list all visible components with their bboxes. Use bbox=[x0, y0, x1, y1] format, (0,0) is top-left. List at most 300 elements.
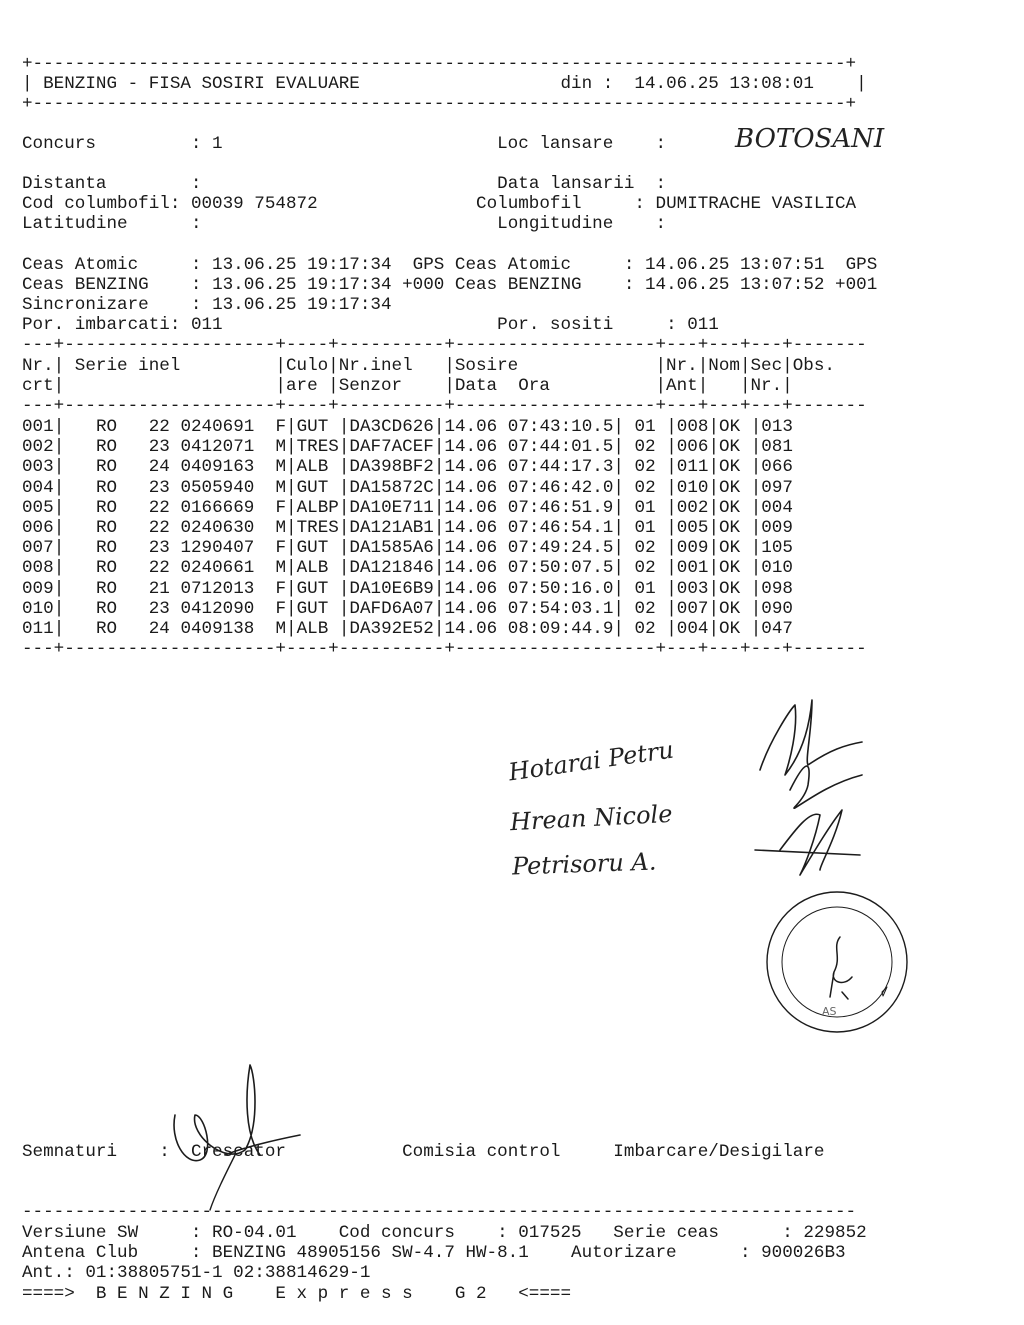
brand-line: ====> B E N Z I N G E x p r e s s G 2 <==== bbox=[22, 1284, 572, 1304]
table-divider: | bbox=[708, 437, 719, 458]
table-divider: | bbox=[613, 558, 624, 579]
info-row-cod: Cod columbofil: 00039 754872 Columbofil : DUMITRACHE VASILICA bbox=[22, 194, 857, 214]
table-separator-top: ---+--------------------+----+----------+-------------------+---+---+---+------- bbox=[22, 335, 867, 355]
table-row bbox=[22, 619, 793, 639]
table-divider: | bbox=[338, 497, 350, 518]
header-border-top: +-----------------------------------------------------------------------------+ bbox=[22, 54, 857, 74]
cell-nom: 008 bbox=[676, 417, 709, 437]
cod-concurs-label: Cod concurs bbox=[338, 1223, 455, 1243]
table-divider: | bbox=[433, 558, 445, 579]
table-divider: | bbox=[708, 578, 720, 599]
clock-row-sincronizare: Sincronizare : 13.06.25 19:17:34 bbox=[22, 295, 392, 315]
clock-row-porumbei: Por. imbarcati: 011 Por. sositi : 011 bbox=[22, 315, 719, 335]
cell-sec: OK bbox=[719, 437, 741, 458]
autorizare-label: Autorizare bbox=[571, 1243, 677, 1263]
table-divider: | bbox=[433, 477, 445, 498]
cell-data: 14.06 bbox=[444, 558, 498, 579]
table-divider: | bbox=[708, 558, 720, 579]
cell-sex: F bbox=[275, 538, 287, 559]
cell-tara: RO bbox=[95, 518, 118, 538]
table-row bbox=[22, 558, 793, 578]
table-divider: | bbox=[53, 457, 65, 478]
cell-nr: 002 bbox=[22, 437, 54, 458]
footer-row-ant bbox=[22, 1263, 370, 1283]
stamp-text: AS bbox=[822, 1005, 837, 1018]
cell-sex: F bbox=[275, 497, 287, 518]
cell-culoare: GUT bbox=[296, 477, 329, 498]
right-benzing-suffix: +001 bbox=[835, 275, 878, 295]
columbofil-label: Columbofil bbox=[476, 194, 582, 214]
table-row bbox=[22, 457, 793, 477]
cell-sex: M bbox=[275, 619, 287, 639]
cell-ora: 07:44:01.5 bbox=[507, 437, 614, 458]
table-divider: | bbox=[666, 417, 677, 437]
cell-sec: OK bbox=[719, 578, 741, 599]
table-divider: | bbox=[338, 538, 350, 559]
table-divider: | bbox=[53, 558, 65, 579]
right-ceas-atomic-label: Ceas Atomic bbox=[454, 255, 572, 275]
ant-label: Ant.: bbox=[22, 1263, 75, 1283]
cell-ant: 02 bbox=[634, 457, 656, 478]
report-date-label: din : bbox=[560, 74, 614, 94]
commission-signatures bbox=[750, 690, 870, 890]
table-divider: | bbox=[433, 619, 445, 639]
signatures-row bbox=[22, 1142, 824, 1162]
footer-separator: ------------------------------------------------------------------------------- bbox=[22, 1202, 857, 1222]
header-row: | BENZING - FISA SOSIRI EVALUARE din : 14.06.25 13:08:01 | bbox=[22, 74, 867, 94]
table-divider: | bbox=[433, 578, 445, 599]
longitudine-label: Longitudine bbox=[497, 214, 614, 234]
footer-row-versiune: Versiune SW : RO-04.01 Cod concurs : 017525 Serie ceas : 229852 bbox=[22, 1223, 867, 1243]
antena-value: BENZING 48905156 SW-4.7 HW-8.1 bbox=[212, 1243, 529, 1263]
cell-nom: 003 bbox=[676, 578, 709, 599]
loc-lansare-label: Loc lansare bbox=[497, 134, 614, 154]
imbarcare-label: Imbarcare/Desigilare bbox=[613, 1142, 825, 1162]
cell-sec: OK bbox=[719, 457, 741, 478]
cell-ora: 07:49:24.5 bbox=[507, 538, 614, 559]
cell-obs: 066 bbox=[761, 457, 793, 478]
cell-tara: RO bbox=[95, 457, 118, 478]
cell-inel: 1290407 bbox=[180, 538, 255, 559]
cod-concurs-value: 017525 bbox=[518, 1223, 582, 1243]
table-divider: | bbox=[750, 417, 762, 437]
table-divider: | bbox=[666, 598, 677, 619]
table-divider: | bbox=[666, 538, 677, 559]
cell-nom: 009 bbox=[676, 538, 709, 559]
table-divider: | bbox=[613, 437, 624, 458]
cell-culoare: TRES bbox=[296, 437, 339, 458]
cell-ora: 07:50:16.0 bbox=[507, 578, 614, 599]
table-header-line2: crt| |are |Senzor |Data Ora |Ant| |Nr.| bbox=[22, 376, 793, 396]
por-sositi-label: Por. sositi bbox=[497, 315, 614, 335]
table-divider: | bbox=[708, 497, 719, 518]
table-divider: | bbox=[708, 619, 720, 639]
cell-tara: RO bbox=[95, 477, 118, 498]
table-divider: | bbox=[708, 457, 720, 478]
cell-data: 14.06 bbox=[444, 619, 498, 639]
cell-data: 14.06 bbox=[444, 518, 498, 538]
right-atomic-suffix: GPS bbox=[845, 255, 878, 275]
cell-data: 14.06 bbox=[444, 578, 498, 599]
cell-ant: 02 bbox=[634, 558, 656, 579]
cell-senzor: DA15872C bbox=[349, 477, 434, 498]
table-header-line1: Nr.| Serie inel |Culo|Nr.inel |Sosire |Nr.|Nom|Sec|Obs. bbox=[22, 356, 835, 376]
table-divider: | bbox=[53, 477, 65, 498]
cell-obs: 097 bbox=[761, 477, 793, 498]
cell-ora: 07:46:51.9 bbox=[507, 497, 614, 518]
report-date-value: 14.06.25 13:08:01 bbox=[634, 74, 814, 94]
cell-ora: 07:54:03.1 bbox=[507, 598, 614, 619]
cell-inel: 0412090 bbox=[180, 598, 255, 619]
right-benzing-time: 14.06.25 13:07:52 bbox=[644, 275, 825, 295]
club-stamp bbox=[762, 897, 912, 1027]
table-divider: | bbox=[750, 497, 762, 518]
autorizare-value: 900026B3 bbox=[761, 1243, 846, 1263]
columbofil-value: DUMITRACHE VASILICA bbox=[655, 194, 857, 214]
commission-name-3: Petrisoru A. bbox=[511, 847, 657, 881]
table-divider: | bbox=[338, 598, 350, 619]
table-divider: | bbox=[666, 518, 677, 538]
table-divider: | bbox=[286, 437, 297, 458]
table-divider: | bbox=[53, 619, 65, 639]
cell-tara: RO bbox=[95, 578, 118, 599]
cell-culoare: GUT bbox=[296, 598, 329, 619]
cell-ora: 07:46:54.1 bbox=[507, 518, 614, 538]
table-divider: | bbox=[750, 477, 762, 498]
table-divider: | bbox=[613, 497, 624, 518]
cell-sex: M bbox=[275, 477, 287, 498]
footer-row-antena: Antena Club : BENZING 48905156 SW-4.7 HW-8.1 Autorizare : 900026B3 bbox=[22, 1243, 846, 1263]
cell-sex: M bbox=[275, 558, 287, 579]
cell-inel: 0409163 bbox=[180, 457, 255, 478]
cell-ant: 02 bbox=[634, 538, 656, 559]
cell-senzor: DA3CD626 bbox=[349, 417, 434, 437]
table-divider: | bbox=[666, 619, 677, 639]
cell-an: 23 bbox=[148, 598, 170, 619]
table-divider: | bbox=[666, 578, 677, 599]
table-divider: | bbox=[750, 598, 762, 619]
cell-inel: 0505940 bbox=[180, 477, 255, 498]
cell-culoare: GUT bbox=[296, 538, 329, 559]
cell-sex: F bbox=[275, 578, 287, 599]
table-divider: | bbox=[338, 518, 350, 538]
commission-name-1: Hotarai Petru bbox=[506, 735, 676, 787]
cell-tara: RO bbox=[95, 417, 118, 437]
table-divider: | bbox=[53, 598, 65, 619]
cell-data: 14.06 bbox=[444, 598, 498, 619]
cell-an: 22 bbox=[148, 558, 170, 579]
cell-an: 24 bbox=[148, 457, 170, 478]
cell-ant: 01 bbox=[634, 417, 656, 437]
cell-ant: 02 bbox=[634, 619, 656, 639]
table-row bbox=[22, 538, 793, 558]
latitudine-label: Latitudine bbox=[22, 214, 128, 234]
cell-sec: OK bbox=[719, 619, 741, 639]
table-divider: | bbox=[666, 558, 677, 579]
cell-nom: 004 bbox=[676, 619, 709, 639]
table-divider: | bbox=[53, 417, 65, 437]
por-sositi-value: 011 bbox=[687, 315, 719, 335]
sincronizare-label: Sincronizare bbox=[22, 295, 149, 315]
cell-obs: 013 bbox=[761, 417, 793, 437]
cell-inel: 0240661 bbox=[180, 558, 255, 579]
versiune-value: RO-04.01 bbox=[212, 1223, 297, 1243]
cell-nom: 010 bbox=[676, 477, 709, 498]
table-divider: | bbox=[53, 497, 65, 518]
table-row bbox=[22, 478, 793, 498]
cell-ant: 01 bbox=[634, 578, 656, 599]
cell-data: 14.06 bbox=[444, 417, 498, 437]
table-divider: | bbox=[750, 619, 762, 639]
cell-ora: 07:44:17.3 bbox=[507, 457, 614, 478]
por-imbarcati-label: Por. imbarcati bbox=[22, 315, 170, 335]
cell-sec: OK bbox=[719, 417, 741, 437]
crescator-label: : Crescator bbox=[159, 1142, 286, 1162]
table-divider: | bbox=[613, 518, 624, 538]
cell-nr: 011 bbox=[22, 619, 54, 639]
table-row bbox=[22, 599, 793, 619]
table-divider: | bbox=[433, 497, 445, 518]
cell-obs: 098 bbox=[761, 578, 793, 599]
cell-ant: 01 bbox=[634, 518, 656, 538]
cell-culoare: ALB bbox=[296, 457, 329, 478]
cell-nr: 006 bbox=[22, 518, 54, 538]
table-divider: | bbox=[613, 457, 624, 478]
table-divider: | bbox=[53, 538, 65, 559]
cell-nom: 006 bbox=[676, 437, 709, 458]
cell-senzor: DA398BF2 bbox=[349, 457, 434, 478]
cell-tara: RO bbox=[95, 497, 118, 518]
semnaturi-label: Semnaturi bbox=[22, 1142, 118, 1162]
table-divider: | bbox=[338, 457, 350, 478]
table-row bbox=[22, 498, 793, 518]
cell-an: 24 bbox=[148, 619, 170, 639]
table-divider: | bbox=[750, 558, 762, 579]
cell-ora: 07:43:10.5 bbox=[507, 417, 614, 437]
cell-sex: M bbox=[275, 518, 287, 538]
cell-culoare: ALBP bbox=[296, 497, 339, 518]
cell-culoare: ALB bbox=[296, 558, 329, 579]
ceas-benzing-label: Ceas BENZING bbox=[22, 275, 149, 295]
cell-tara: RO bbox=[95, 558, 118, 579]
left-atomic-suffix: GPS bbox=[412, 255, 445, 275]
cell-sex: F bbox=[275, 598, 287, 619]
cell-nr: 005 bbox=[22, 497, 54, 518]
cod-columbofil-value: 00039 754872 bbox=[190, 194, 318, 214]
clock-row-benzing: Ceas BENZING : 13.06.25 19:17:34 +000 Ceas BENZING : 14.06.25 13:07:52 +001 bbox=[22, 275, 878, 295]
table-divider: | bbox=[286, 558, 297, 579]
table-divider: | bbox=[666, 497, 677, 518]
table-divider: | bbox=[53, 437, 65, 458]
cell-nr: 001 bbox=[22, 417, 54, 437]
cell-culoare: ALB bbox=[296, 619, 329, 639]
cell-obs: 004 bbox=[761, 497, 793, 518]
table-divider: | bbox=[338, 619, 350, 639]
cell-inel: 0166669 bbox=[180, 497, 255, 518]
cell-culoare: TRES bbox=[296, 518, 339, 538]
table-divider: | bbox=[286, 497, 297, 518]
info-row-concurs: Concurs : 1 Loc lansare : bbox=[22, 134, 667, 154]
table-divider: | bbox=[708, 518, 719, 538]
data-lansarii-label: Data lansarii bbox=[497, 174, 635, 194]
cell-senzor: DA392E52 bbox=[349, 619, 434, 639]
table-divider: | bbox=[286, 457, 297, 478]
cell-nom: 001 bbox=[676, 558, 709, 579]
table-divider: | bbox=[666, 437, 677, 458]
cell-senzor: DAF7ACEF bbox=[349, 437, 434, 458]
cell-ora: 08:09:44.9 bbox=[507, 619, 614, 639]
cell-tara: RO bbox=[95, 538, 118, 559]
cell-sec: OK bbox=[719, 598, 741, 619]
cell-an: 22 bbox=[148, 497, 170, 518]
cell-ant: 02 bbox=[634, 477, 656, 498]
table-row bbox=[22, 417, 793, 437]
table-divider: | bbox=[666, 477, 677, 498]
table-divider: | bbox=[53, 578, 65, 599]
cell-an: 23 bbox=[148, 538, 170, 559]
table-divider: | bbox=[433, 437, 445, 458]
table-divider: | bbox=[613, 538, 624, 559]
ceas-atomic-label: Ceas Atomic bbox=[22, 255, 139, 275]
cell-sex: M bbox=[275, 437, 287, 458]
cell-culoare: GUT bbox=[296, 417, 329, 437]
cell-nr: 007 bbox=[22, 538, 54, 559]
cell-nr: 004 bbox=[22, 477, 54, 498]
concurs-value: 1 bbox=[212, 134, 223, 154]
cell-senzor: DA10E6B9 bbox=[349, 578, 434, 599]
cell-sec: OK bbox=[719, 518, 741, 538]
table-divider: | bbox=[708, 477, 720, 498]
table-divider: | bbox=[433, 518, 445, 538]
cell-senzor: DA121AB1 bbox=[349, 518, 434, 538]
table-divider: | bbox=[286, 598, 297, 619]
cell-inel: 0240691 bbox=[180, 417, 255, 437]
cell-obs: 009 bbox=[761, 518, 793, 538]
table-divider: | bbox=[338, 558, 350, 579]
cell-ora: 07:50:07.5 bbox=[507, 558, 614, 579]
table-divider: | bbox=[666, 457, 677, 478]
table-divider: | bbox=[613, 619, 624, 639]
cell-senzor: DA121846 bbox=[349, 558, 434, 579]
table-divider: | bbox=[338, 417, 350, 437]
cell-an: 23 bbox=[148, 477, 170, 498]
antena-label: Antena Club bbox=[22, 1243, 139, 1263]
right-ceas-benzing-label: Ceas BENZING bbox=[454, 275, 582, 295]
cell-inel: 0712013 bbox=[180, 578, 255, 599]
cell-obs: 047 bbox=[761, 619, 793, 639]
table-divider: | bbox=[750, 457, 762, 478]
table-divider: | bbox=[338, 437, 350, 458]
header-border-bottom: +-----------------------------------------------------------------------------+ bbox=[22, 94, 857, 114]
table-divider: | bbox=[613, 578, 624, 599]
cell-senzor: DA10E711 bbox=[349, 497, 434, 518]
cell-inel: 0240630 bbox=[180, 518, 255, 538]
cell-obs: 105 bbox=[761, 538, 793, 559]
table-row bbox=[22, 437, 793, 457]
cell-an: 22 bbox=[148, 518, 170, 538]
table-row bbox=[22, 518, 793, 538]
cell-nr: 009 bbox=[22, 578, 54, 599]
cell-sex: M bbox=[275, 457, 287, 478]
cell-obs: 081 bbox=[761, 437, 793, 458]
table-divider: | bbox=[433, 417, 445, 437]
cell-tara: RO bbox=[95, 437, 118, 458]
cell-tara: RO bbox=[95, 619, 118, 639]
table-separator-bottom: ---+--------------------+----+----------+-------------------+---+---+---+------- bbox=[22, 639, 867, 659]
left-benzing-time: 13.06.25 19:17:34 bbox=[212, 275, 392, 295]
table-divider: | bbox=[708, 417, 720, 437]
table-divider: | bbox=[750, 437, 762, 458]
cell-ant: 01 bbox=[634, 497, 656, 518]
concurs-label: Concurs bbox=[22, 134, 96, 154]
table-divider: | bbox=[613, 477, 624, 498]
por-imbarcati-value: 011 bbox=[190, 315, 223, 335]
serie-ceas-label: Serie ceas bbox=[613, 1223, 719, 1243]
cell-nr: 008 bbox=[22, 558, 54, 579]
ant-value: 01:38805751-1 02:38814629-1 bbox=[85, 1263, 371, 1283]
cell-data: 14.06 bbox=[444, 457, 498, 478]
cell-nom: 007 bbox=[676, 598, 709, 619]
table-divider: | bbox=[286, 578, 297, 599]
cell-culoare: GUT bbox=[296, 578, 329, 599]
cell-obs: 090 bbox=[761, 598, 793, 619]
table-divider: | bbox=[750, 538, 762, 559]
table-divider: | bbox=[750, 518, 762, 538]
versiune-label: Versiune SW bbox=[22, 1223, 139, 1243]
cell-nr: 010 bbox=[22, 598, 54, 619]
table-divider: | bbox=[286, 477, 297, 498]
cell-senzor: DAFD6A07 bbox=[349, 598, 434, 619]
cell-ant: 02 bbox=[634, 437, 656, 458]
sincronizare-time: 13.06.25 19:17:34 bbox=[212, 295, 392, 315]
cell-sec: OK bbox=[719, 538, 741, 559]
cell-nr: 003 bbox=[22, 457, 54, 478]
cell-data: 14.06 bbox=[444, 497, 498, 518]
serie-ceas-value: 229852 bbox=[803, 1223, 867, 1243]
breeder-signature bbox=[165, 1055, 305, 1215]
cell-inel: 0412071 bbox=[180, 437, 255, 458]
left-benzing-suffix: +000 bbox=[402, 275, 445, 295]
cell-nom: 002 bbox=[676, 497, 709, 518]
cell-an: 22 bbox=[148, 417, 170, 437]
table-divider: | bbox=[613, 417, 624, 437]
cell-ant: 02 bbox=[634, 598, 656, 619]
cell-senzor: DA1585A6 bbox=[349, 538, 434, 559]
cell-nom: 005 bbox=[676, 518, 709, 538]
right-atomic-time: 14.06.25 13:07:51 bbox=[644, 255, 825, 275]
comisia-control-label: Comisia control bbox=[402, 1142, 561, 1162]
table-divider: | bbox=[286, 538, 297, 559]
cell-data: 14.06 bbox=[444, 538, 498, 559]
cell-sec: OK bbox=[719, 497, 741, 518]
left-atomic-time: 13.06.25 19:17:34 bbox=[212, 255, 392, 275]
table-divider: | bbox=[613, 598, 624, 619]
report-title: BENZING - FISA SOSIRI EVALUARE bbox=[43, 74, 360, 94]
table-divider: | bbox=[338, 578, 350, 599]
cell-ora: 07:46:42.0 bbox=[507, 477, 614, 498]
cell-sec: OK bbox=[719, 558, 741, 579]
table-divider: | bbox=[286, 518, 297, 538]
table-divider: | bbox=[53, 518, 65, 538]
cell-inel: 0409138 bbox=[180, 619, 255, 639]
table-divider: | bbox=[708, 598, 720, 619]
distanta-label: Distanta bbox=[22, 174, 107, 194]
table-divider: | bbox=[338, 477, 350, 498]
cell-nom: 011 bbox=[676, 457, 709, 478]
cell-sex: F bbox=[275, 417, 287, 437]
commission-name-2: Hrean Nicole bbox=[509, 799, 674, 837]
table-divider: | bbox=[286, 619, 297, 639]
